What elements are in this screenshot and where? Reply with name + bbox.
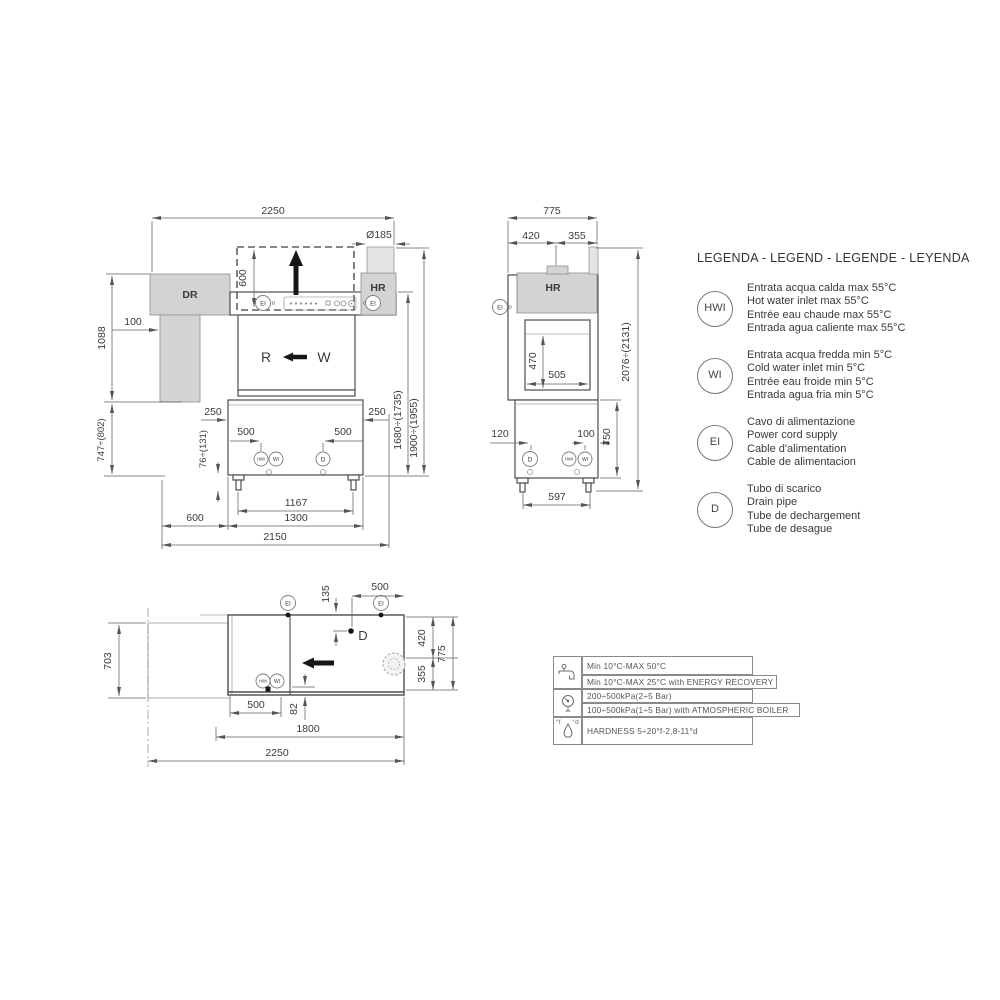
dim-height-lower: 747÷(802) [96,418,107,462]
legend-line: Entrata acqua calda max 55°C [747,281,897,294]
spec-pressure-2: 100÷500kPa(1÷5 Bar) with ATMOSPHERIC BOILER [582,703,800,717]
dim-side-opening-height: 470 [527,352,539,370]
legend-line: Entrée eau froide min 5°C [747,375,874,388]
legend-line: Entrada agua fria min 5°C [747,389,874,401]
legend-line: Entrée eau chaude max 55°C [747,308,892,321]
spec-water-temp-1: Min 10°C-MAX 50°C [582,656,753,675]
dim-side-total-depth: 775 [543,205,561,217]
dim-side-wi-offset: 100 [577,428,595,440]
feet [233,475,359,490]
dim-dr-offset: 100 [124,316,142,328]
top-ei-mid-label: EI [285,601,291,608]
legend-line: Cable d'alimentation [747,442,847,455]
wash-tunnel [238,315,355,390]
dim-hood-height: 600 [237,269,249,287]
dim-top-ei-offset: 500 [371,581,389,593]
deg-f-label: °f [556,719,561,726]
dim-height-body: 1680÷(1735) [392,390,404,450]
dim-height-total: 1900÷(1955) [408,398,420,458]
side-hr-label: HR [545,282,561,294]
d-label: D [320,456,326,464]
exhaust-up-arrow [289,250,303,295]
legend-line: Tubo di scarico [747,482,822,495]
dim-top-depth-rear: 355 [416,665,428,683]
legend-line: Tube de desague [747,523,833,535]
top-drain-port [266,687,271,692]
top-view [100,570,465,775]
legend-line: Drain pipe [747,496,798,508]
legend-item-wi [697,349,989,403]
top-ei-right-label: EI [378,601,384,608]
hwi-description [747,282,906,336]
side-view [480,190,655,520]
wash-label: W [317,349,331,365]
side-hwi-label: HWI [564,456,574,462]
dr-label: DR [182,289,198,301]
d-symbol [697,492,733,528]
dim-height-upper: 1088 [96,326,108,350]
side-wi-label: WI [581,457,589,463]
water-hardness-icon [553,717,582,745]
tunnel-base-band [238,390,355,396]
spec-water-temp-2: Min 10°C-MAX 25°C with ENERGY RECOVERY [582,675,777,689]
spec-pressure-1: 200÷500kPa(2÷5 Bar) [582,689,753,703]
legend-item-hwi [697,282,989,336]
dim-hwi-offset: 500 [237,426,255,438]
side-chimney [589,247,598,274]
dim-top-total-length: 2250 [265,747,289,759]
dim-d-offset: 500 [334,426,352,438]
side-ei-label: EI [497,305,503,312]
dim-inset-left: 250 [204,406,222,418]
ei-symbol-label: EI [709,435,721,448]
hr-label: HR [370,282,386,294]
dim-top-d-offset: 135 [320,585,332,603]
dim-base-width: 1300 [284,512,308,524]
dim-top-depth-front: 420 [416,629,428,647]
legend-line: Power cord supply [747,429,838,441]
dim-side-base-height: 750 [601,428,613,446]
dim-feet-span: 1167 [284,497,308,509]
dim-conn-height: 76÷(131) [198,430,209,468]
wi-symbol [697,358,733,394]
deg-d-label: °d [572,719,579,726]
faucet-icon [553,656,582,689]
wi-label: WI [272,457,280,463]
ei-left-label: EI [260,301,266,308]
dim-side-d-offset: 120 [491,428,509,440]
top-d-connection [348,628,354,634]
hwi-symbol-label: HWI [704,301,726,314]
legend-item-ei [697,416,989,470]
legend-line: Tube de dechargement [747,509,861,522]
chimney-duct [367,247,394,273]
fan-icon [383,653,405,675]
top-hwi-label: HWI [258,678,268,684]
top-d-label: D [358,628,368,643]
dim-top-hwi-offset: 500 [247,699,265,711]
front-view [96,190,445,560]
spec-hardness: HARDNESS 5÷20°f-2.8-11°d [582,717,753,745]
legend-line: Hot water inlet max 55°C [747,295,869,307]
spec-table [553,656,843,748]
legend-line: Cable de alimentacion [747,456,856,468]
legend-line: Cold water inlet min 5°C [747,362,866,374]
side-d-label: D [527,456,533,464]
hwi-label: HWI [256,456,266,462]
dim-top-body-length: 1800 [296,723,320,735]
hwi-symbol [697,291,733,327]
dim-dr-width: 600 [186,512,204,524]
side-hr-tab [547,266,568,274]
d-symbol-label: D [711,502,719,515]
dim-side-opening-width: 505 [548,369,566,381]
dim-side-feet-span: 597 [548,491,566,503]
dim-side-depth-front: 420 [522,230,540,242]
ei-symbol [697,425,733,461]
ei-right-label: EI [370,301,376,308]
dim-top-drain-offset: 82 [288,703,300,715]
dim-side-depth-rear: 355 [568,230,586,242]
dim-top-total-depth: 775 [436,645,448,663]
dim-total-width: 2250 [261,205,285,217]
top-dr-table [148,623,230,698]
dr-column [160,315,200,402]
ei-description [747,416,856,470]
legend-line: Cavo di alimentazione [747,415,856,428]
top-body [228,615,404,695]
wi-symbol-label: WI [708,368,722,381]
dim-top-dr-depth: 703 [102,652,114,670]
d-description [747,483,860,537]
legend-line: Entrada agua caliente max 55°C [747,322,906,334]
rack-label: R [260,349,272,365]
wi-description [747,349,892,403]
legend [697,252,989,550]
side-feet [517,478,594,492]
dim-floor-width: 2150 [263,531,287,543]
legend-title: LEGENDA - LEGEND - LEGENDE - LEYENDA [697,251,970,265]
dim-chimney-dia: Ø185 [366,229,392,241]
dim-side-height-total: 2076÷(2131) [620,322,632,382]
top-wi-label: WI [273,679,281,685]
pressure-gauge-icon [553,689,582,717]
legend-item-d [697,483,989,537]
legend-line: Entrata acqua fredda min 5°C [747,348,893,361]
dim-inset-right: 250 [368,406,386,418]
